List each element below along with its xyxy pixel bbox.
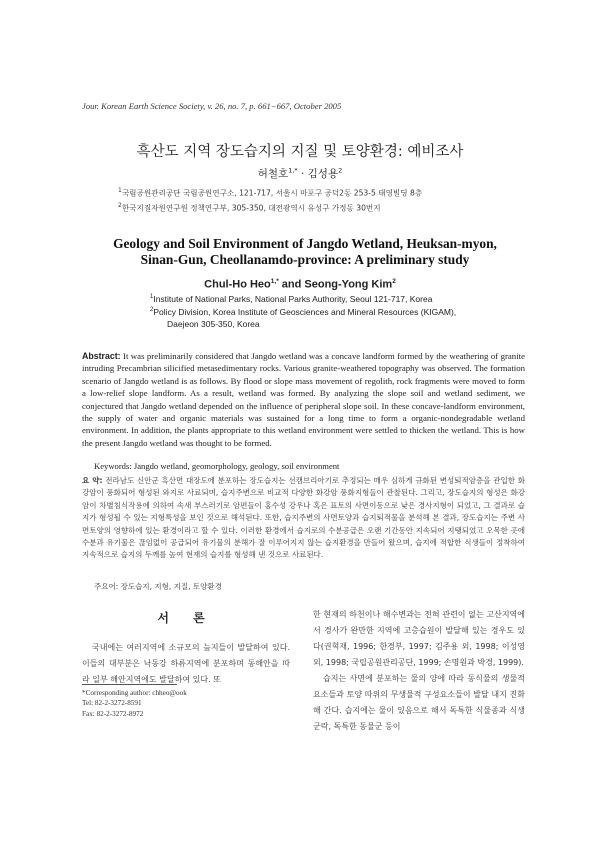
author-2-name: Seong-Yong Kim — [304, 278, 393, 291]
title-english-line-2: Sinan-Gun, Cheollanamdo-province: A preliminary study — [140, 252, 470, 267]
intro-right-paragraph-2: 습지는 사면에 분포하는 물의 양에 따라 동식물의 생물적 요소들과 토양 따위의 무생물적 구성요소들이 발달 내지 진화해 간다. 습지에는 물이 있음으로 해서 독특한 식물종과 식생군락, 독특한 동물군 등이 — [313, 674, 525, 731]
footnotes — [82, 688, 292, 719]
keywords-english: Keywords: Jangdo wetland, geomorphology, geology, soil environment — [94, 461, 340, 471]
author-2-superscript: 2 — [338, 166, 343, 175]
affiliation-english-3 — [150, 319, 550, 331]
authors-english — [0, 278, 600, 291]
abstract-english — [82, 350, 525, 449]
footnote-fax: Fax: 82-2-3272-8972 — [82, 709, 144, 718]
intro-left-column: 국내에는 여러지역에 소규모의 늪지들이 발달하여 있다. 이들의 대부분은 낙동강 하류지역에 분포하며 동해안을 따라 일부 해안지역에도 발달하여 있다. 또 — [82, 643, 290, 684]
affiliation-text: Policy Division, Korea Institute of Geosciences and Mineral Resources (KIGAM), — [153, 307, 457, 318]
author-2-superscript: 2 — [392, 278, 396, 285]
author-1-name: Chul-Ho Heo — [204, 278, 271, 291]
abstract-korean-label: 요 약: — [82, 476, 103, 485]
title-english — [95, 236, 515, 268]
author-1-name: 허철호 — [257, 168, 289, 180]
abstract-label: Abstract: — [82, 351, 121, 361]
affiliation-text: Institute of National Parks, National Parks Authority, Seoul 121-717, Korea — [153, 293, 433, 304]
journal-reference: Jour. Korean Earth Science Society, v. 26, no. 7, p. 661−667, October 2005 — [82, 101, 342, 111]
intro-right-column — [313, 607, 525, 735]
affiliations-english — [150, 292, 550, 330]
affiliation-superscript: 2 — [150, 307, 154, 314]
title-korean: 흑산도 지역 장도습지의 지질 및 토양환경: 예비조사 — [136, 144, 464, 160]
footnote-corresponding-author: *Corresponding author: chheo@ook — [82, 689, 187, 697]
keywords-korean: 주요어: 장도습지, 지형, 지질, 토양환경 — [94, 582, 222, 591]
affiliation-superscript: 1 — [150, 294, 154, 300]
author-1-superscript: 1,* — [270, 278, 279, 285]
footnote-divider — [82, 684, 177, 685]
affiliation-superscript: 1 — [118, 187, 122, 194]
footnote-telephone: Tel: 82-2-3272-8591 — [82, 699, 142, 708]
author-conjunction: and — [278, 278, 305, 291]
affiliation-korean-1 — [118, 187, 538, 199]
affiliation-text: 한국지질자원연구원 정책연구부, 305-350, 대전광역시 유성구 가정동 30번지 — [121, 203, 381, 213]
abstract-text: It was preliminarily considered that Jangdo wetland was a concave landform formed by the weathering of granite intruding Precambrian silicified metasedimentary rocks. Various granite-weathered topography was observed. The formation scenario of Jangdo wetland is as follows. By flood or slope mass movement of regolith, rock fragments were moved to form a low-relief slope landform. As a result, wetland was formed. By analyzing the slope soil and wetland sediment, we conjectured that Jangdo wetland depended on the influence of peripheral slope soil. In these concave-landform environment, the supply of water and organic materials was sustained for a long time to form a organic-nondegradable wetland environment. In addition, the plants appropriate to this wetland environment were settled to thicken the wetland. This is how the present Jangdo wetland was thought to be formed. — [82, 351, 525, 448]
authors-korean — [0, 166, 600, 181]
abstract-korean — [82, 475, 525, 562]
affiliation-english-1 — [150, 292, 550, 305]
affiliation-text: 국립공원관리공단 국립공원연구소, 121-717, 서울시 마포구 공덕2동 253-5 태영빌딩 8층 — [121, 188, 423, 198]
author-separator: · — [297, 168, 308, 180]
intro-right-paragraph-1: 한 현재의 하천이나 해수변과는 전혀 관련이 없는 고산지역에서 경사가 완만한 지역에 고층습원이 발달해 있는 경우도 있다(권혁재, 1996; 한경부, 1997; 김주용 외, 1998; 이성영 외, 1998; 국립공원관리공단, 1999; 손명원과 박경, 1999). — [313, 610, 525, 667]
author-1-superscript: 1,* — [288, 166, 298, 175]
abstract-korean-text: 전라남도 신안군 흑산면 대장도에 분포하는 장도습지는 선캠브리아기로 추정되는 매우 심하게 규화된 변성퇴적암층을 관입한 화강암이 풍화되어 형성된 와지로 사료되며, 습지주변으로 비교적 다양한 화강암 풍화지형들이 관찰된다. 그리고, 장도습지의 형성은 화강암이 차별침식작용에 의하여 속새 부스러기로 암편들이 홍수성 강우나 혹은 표토의 사면이동으로 낮은 경사지형이 되었고, 그 결과로 습지가 형성될 수 있는 지형특성을 보인 것으로 해석된다. 또한, 습지주변의 사면토양과 습지퇴적물을 분석해 본 결과, 장도습지는 주변 사면토양의 영향하에 있는 환경이라고 할 수 있다. 이러한 환경에서 습지로의 수분공급은 오랜 기간동안 지속되어 지탱되었고 오목한 곳에 수분과 유기물은 끊임없이 공급되어 유기물의 분해가 잘 이루어지지 않는 습지환경을 만들어 왔으며, 습지에 적합한 식생들이 정착하여 지속적으로 습지의 두께를 높여 현재의 습지를 형성해 낸 것으로 사료된다. — [82, 476, 526, 560]
affiliation-superscript: 2 — [118, 202, 122, 209]
title-english-line-1: Geology and Soil Environment of Jangdo Wetland, Heuksan-myon, — [113, 236, 497, 251]
section-heading-introduction: 서 론 — [157, 611, 215, 625]
affiliation-korean-2 — [118, 202, 538, 214]
affiliation-text: Daejeon 305-350, Korea — [167, 318, 260, 329]
author-2-name: 김성용 — [307, 168, 339, 180]
affiliation-english-2 — [150, 305, 550, 318]
